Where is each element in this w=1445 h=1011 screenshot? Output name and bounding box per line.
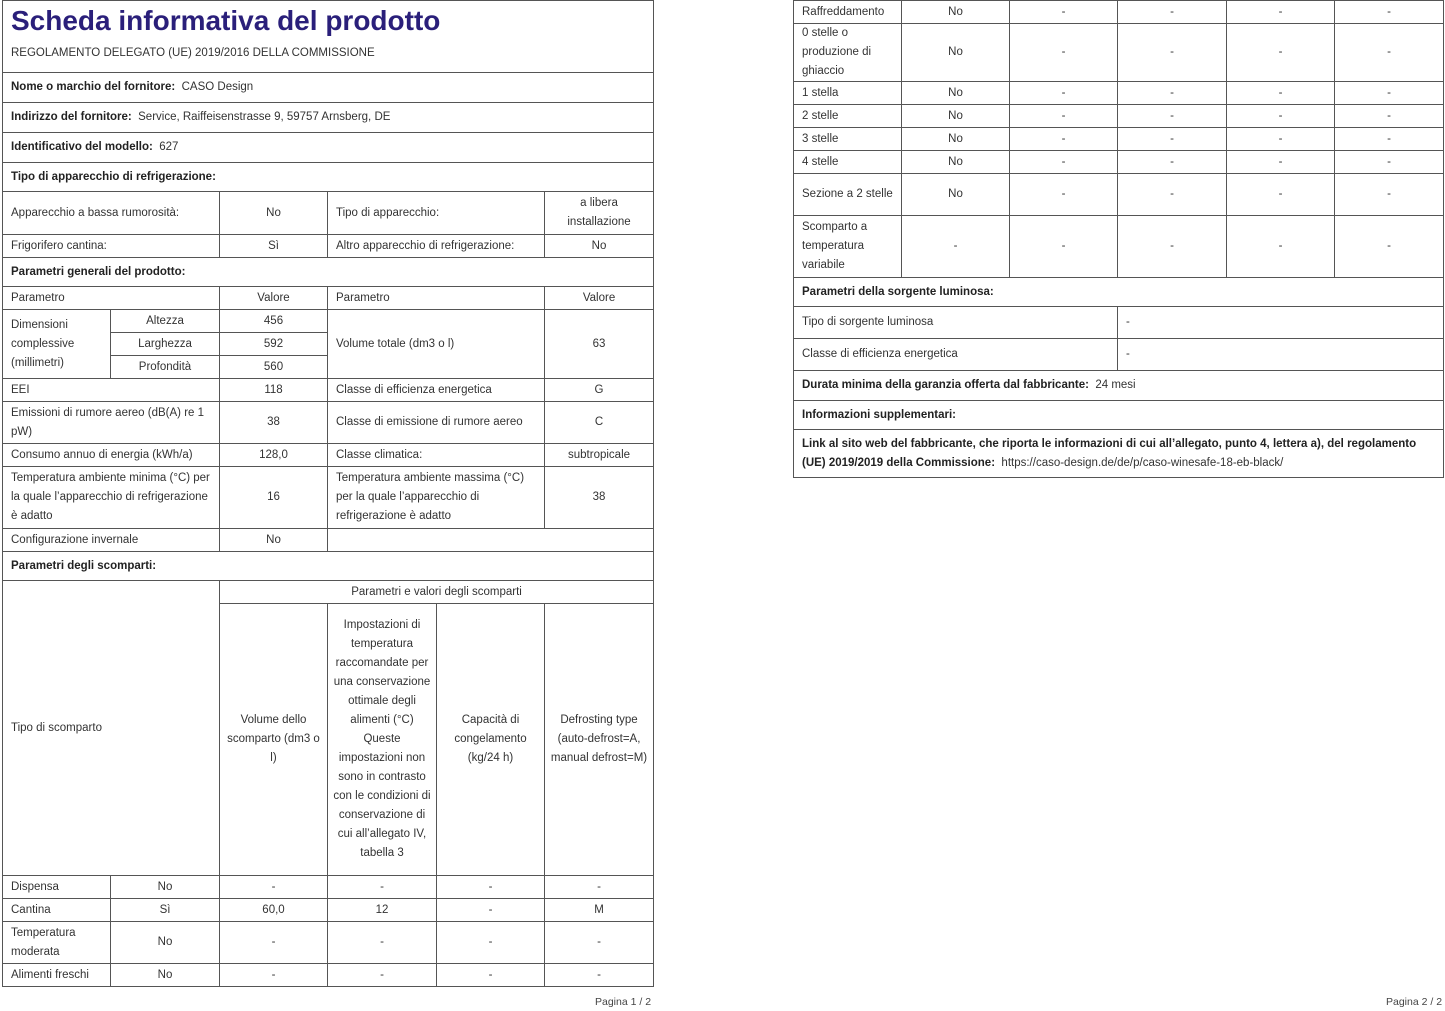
supplier-label: Nome o marchio del fornitore: [11, 81, 176, 93]
address-row [3, 103, 654, 133]
comp-present: No [111, 922, 220, 964]
table-row [794, 1, 1444, 24]
supplier-row [3, 73, 654, 103]
winter-label: Configurazione invernale [3, 529, 220, 552]
table-row [794, 128, 1444, 151]
comp-name: 3 stelle [794, 128, 902, 151]
comp-type-header: Tipo di scomparto [3, 581, 220, 876]
dims-label: Dimensioni complessive (millimetri) [3, 310, 111, 379]
width-label: Larghezza [111, 333, 220, 356]
comp-name: Temperatura moderata [3, 922, 111, 964]
page-2 [793, 0, 1443, 478]
depth-label: Profondità [111, 356, 220, 379]
comp-defrost: M [545, 899, 654, 922]
extra-heading: Informazioni supplementari: [794, 401, 1444, 430]
device-type-value: a libera installazione [545, 192, 654, 235]
noise-value: 38 [220, 402, 328, 444]
comp-value: - [1010, 105, 1118, 128]
device-type-label: Tipo di apparecchio: [328, 192, 545, 235]
energy-class-label: Classe di efficienza energetica [328, 379, 545, 402]
comp-volume: - [220, 922, 328, 964]
height-value: 456 [220, 310, 328, 333]
comp-present: No [902, 105, 1010, 128]
manufacturer-link[interactable]: https://caso-design.de/de/p/caso-winesafe-18-eb-black/ [1001, 456, 1284, 469]
warranty-label: Durata minima della garanzia offerta dal fabbricante: [802, 379, 1089, 391]
comp-present: - [902, 216, 1010, 278]
comp-value: - [1118, 1, 1227, 24]
comp-volume-header: Volume dello scomparto (dm3 o l) [220, 604, 328, 876]
page-title: Scheda informativa del prodotto [11, 5, 441, 36]
depth-value: 560 [220, 356, 328, 379]
comp-present: Sì [111, 899, 220, 922]
comp-value: - [1335, 24, 1444, 82]
comp-name: Raffreddamento [794, 1, 902, 24]
table-row [794, 174, 1444, 216]
comp-freeze: - [437, 922, 545, 964]
comp-value: - [1010, 216, 1118, 278]
comp-value: - [1010, 82, 1118, 105]
model-row [3, 133, 654, 163]
winter-value: No [220, 529, 328, 552]
comp-value: - [1335, 1, 1444, 24]
comp-value: - [1227, 151, 1335, 174]
comp-present: No [902, 24, 1010, 82]
compartments-heading: Parametri degli scomparti: [3, 552, 654, 581]
comp-freeze: - [437, 876, 545, 899]
consumption-value: 128,0 [220, 444, 328, 467]
comp-defrost-header: Defrosting type (auto-defrost=A, manual defrost=M) [545, 604, 654, 876]
comp-value: - [1227, 105, 1335, 128]
comp-present: No [902, 82, 1010, 105]
comp-value: - [1010, 174, 1118, 216]
comp-params-header: Parametri e valori degli scomparti [220, 581, 654, 604]
comp-defrost: - [545, 964, 654, 987]
comp-present: No [111, 964, 220, 987]
noise-class-label: Classe di emissione di rumore aereo [328, 402, 545, 444]
comp-defrost: - [545, 876, 654, 899]
table-row [794, 82, 1444, 105]
other-value: No [545, 235, 654, 258]
comp-value: - [1010, 128, 1118, 151]
supplier-value: CASO Design [181, 81, 254, 93]
comp-value: - [1118, 105, 1227, 128]
warranty-row [794, 371, 1444, 401]
comp-value: - [1010, 24, 1118, 82]
link-row [794, 430, 1444, 478]
comp-name: 4 stelle [794, 151, 902, 174]
comp-value: - [1118, 216, 1227, 278]
table-row [3, 964, 654, 987]
value-header-right: Valore [545, 287, 654, 310]
comp-value: - [1335, 128, 1444, 151]
climate-value: subtropicale [545, 444, 654, 467]
width-value: 592 [220, 333, 328, 356]
table-row [3, 876, 654, 899]
low-noise-value: No [220, 192, 328, 235]
comp-value: - [1335, 82, 1444, 105]
light-class-value: - [1118, 339, 1444, 371]
comp-volume: - [220, 876, 328, 899]
table-row [794, 216, 1444, 278]
compartments-continued-table [793, 0, 1444, 478]
comp-present: No [111, 876, 220, 899]
comp-temp: - [328, 964, 437, 987]
comp-value: - [1010, 1, 1118, 24]
wine-value: Sì [220, 235, 328, 258]
comp-name: 1 stella [794, 82, 902, 105]
table-row [794, 24, 1444, 82]
comp-volume: 60,0 [220, 899, 328, 922]
min-temp-value: 16 [220, 467, 328, 529]
comp-value: - [1227, 216, 1335, 278]
eei-label: EEI [3, 379, 220, 402]
page-number-1: Pagina 1 / 2 [595, 996, 652, 1008]
header-block [3, 1, 654, 44]
comp-freeze: - [437, 964, 545, 987]
model-value: 627 [159, 141, 179, 153]
comp-temp: - [328, 876, 437, 899]
comp-name: Sezione a 2 stelle [794, 174, 902, 216]
wine-label: Frigorifero cantina: [3, 235, 220, 258]
general-heading: Parametri generali del prodotto: [3, 258, 654, 287]
comp-value: - [1118, 174, 1227, 216]
comp-freeze: - [437, 899, 545, 922]
comp-volume: - [220, 964, 328, 987]
comp-value: - [1227, 24, 1335, 82]
comp-name: 2 stelle [794, 105, 902, 128]
comp-value: - [1118, 128, 1227, 151]
light-class-label: Classe di efficienza energetica [794, 339, 1118, 371]
noise-label: Emissioni di rumore aereo (dB(A) re 1 pW) [3, 402, 220, 444]
comp-value: - [1227, 174, 1335, 216]
empty-cell [328, 529, 654, 552]
link-label: Link al sito web del fabbricante, che riporta le informazioni di cui all’allegato, punto 4, lettera a), del regolamento (UE) 2019/2019 della Commissione: [802, 437, 1417, 469]
page-1 [2, 0, 653, 987]
regulation-text: REGOLAMENTO DELEGATO (UE) 2019/2016 DELLA COMMISSIONE [3, 44, 654, 73]
model-label: Identificativo del modello: [11, 141, 153, 153]
comp-temp: 12 [328, 899, 437, 922]
product-sheet-table [2, 0, 654, 987]
comp-present: No [902, 151, 1010, 174]
comp-name: Scomparto a temperatura variabile [794, 216, 902, 278]
comp-present: No [902, 128, 1010, 151]
warranty-value: 24 mesi [1095, 379, 1136, 391]
comp-temp-header: Impostazioni di temperatura raccomandate per una conservazione ottimale degli alimenti (°C) Queste impostazioni non sono in contrasto con le condizioni di conservazione di cui all’allegato IV, tabella 3 [328, 604, 437, 876]
light-type-label: Tipo di sorgente luminosa [794, 307, 1118, 339]
page-number-2: Pagina 2 / 2 [1386, 996, 1443, 1008]
type-heading: Tipo di apparecchio di refrigerazione: [3, 163, 654, 192]
comp-value: - [1335, 174, 1444, 216]
comp-value: - [1118, 151, 1227, 174]
comp-name: Cantina [3, 899, 111, 922]
comp-freeze-header: Capacità di congelamento (kg/24 h) [437, 604, 545, 876]
volume-value: 63 [545, 310, 654, 379]
comp-value: - [1227, 82, 1335, 105]
max-temp-value: 38 [545, 467, 654, 529]
comp-value: - [1335, 216, 1444, 278]
volume-label: Volume totale (dm3 o l) [328, 310, 545, 379]
other-label: Altro apparecchio di refrigerazione: [328, 235, 545, 258]
energy-class-value: G [545, 379, 654, 402]
light-type-value: - [1118, 307, 1444, 339]
comp-value: - [1010, 151, 1118, 174]
table-row [3, 899, 654, 922]
comp-name: Alimenti freschi [3, 964, 111, 987]
param-header-left: Parametro [3, 287, 220, 310]
comp-value: - [1335, 105, 1444, 128]
light-heading: Parametri della sorgente luminosa: [794, 278, 1444, 307]
comp-value: - [1335, 151, 1444, 174]
comp-defrost: - [545, 922, 654, 964]
comp-present: No [902, 174, 1010, 216]
comp-name: 0 stelle o produzione di ghiaccio [794, 24, 902, 82]
param-header-right: Parametro [328, 287, 545, 310]
table-row [3, 922, 654, 964]
comp-value: - [1118, 24, 1227, 82]
value-header-left: Valore [220, 287, 328, 310]
comp-value: - [1227, 128, 1335, 151]
address-label: Indirizzo del fornitore: [11, 111, 132, 123]
table-row [794, 105, 1444, 128]
comp-name: Dispensa [3, 876, 111, 899]
min-temp-label: Temperatura ambiente minima (°C) per la quale l’apparecchio di refrigerazione è adatto [3, 467, 220, 529]
address-value: Service, Raiffeisenstrasse 9, 59757 Arnsberg, DE [138, 111, 391, 123]
comp-value: - [1118, 82, 1227, 105]
consumption-label: Consumo annuo di energia (kWh/a) [3, 444, 220, 467]
comp-value: - [1227, 1, 1335, 24]
max-temp-label: Temperatura ambiente massima (°C) per la quale l’apparecchio di refrigerazione è adatto [328, 467, 545, 529]
climate-label: Classe climatica: [328, 444, 545, 467]
noise-class-value: C [545, 402, 654, 444]
table-row [794, 151, 1444, 174]
comp-temp: - [328, 922, 437, 964]
eei-value: 118 [220, 379, 328, 402]
height-label: Altezza [111, 310, 220, 333]
low-noise-label: Apparecchio a bassa rumorosità: [3, 192, 220, 235]
comp-present: No [902, 1, 1010, 24]
